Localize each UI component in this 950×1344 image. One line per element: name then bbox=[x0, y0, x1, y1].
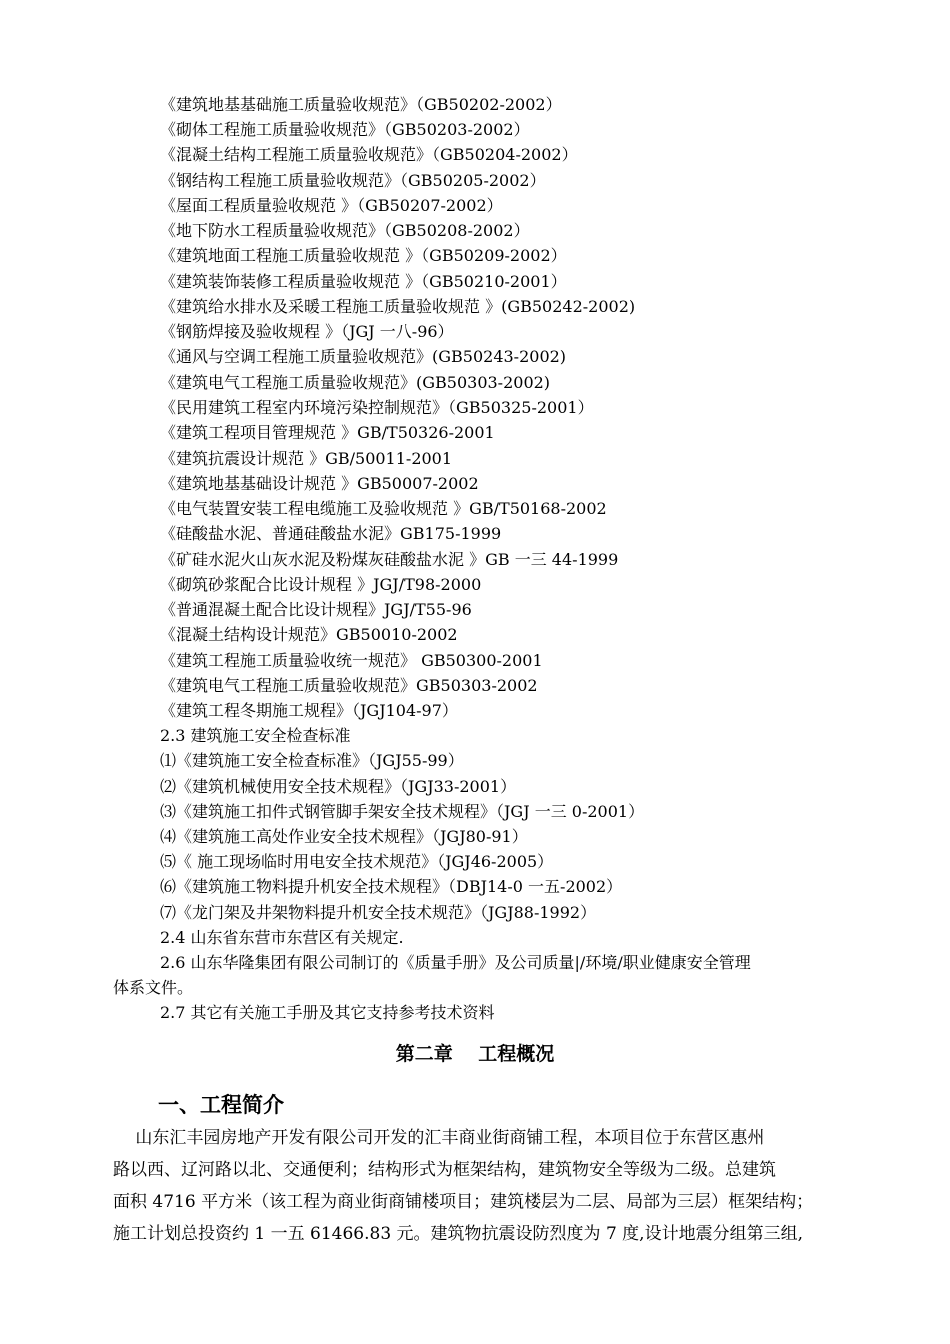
intro-paragraph-line: 施工计划总投资约 1 一五 61466.83 元。建筑物抗震设防烈度为 7 度,设计地震分组第三组, bbox=[113, 1224, 803, 1244]
section-title: 一、工程简介 bbox=[158, 1093, 284, 1117]
safety-item: ⑺《龙门架及井架物料提升机安全技术规范》（JGJ88-1992） bbox=[160, 903, 597, 922]
item-2-7: 2.7 其它有关施工手册及其它支持参考技术资料 bbox=[160, 1003, 495, 1022]
standard-item: 《混凝土结构设计规范》GB50010-2002 bbox=[160, 625, 458, 644]
standard-item: 《建筑给水排水及采暖工程施工质量验收规范 》(GB50242-2002) bbox=[160, 297, 636, 316]
standard-item: 《民用建筑工程室内环境污染控制规范》（GB50325-2001） bbox=[160, 398, 594, 417]
safety-heading: 2.3 建筑施工安全检查标准 bbox=[160, 726, 351, 745]
standard-item: 《建筑工程冬期施工规程》（JGJ104-97） bbox=[160, 701, 458, 720]
safety-item: ⑹《建筑施工物料提升机安全技术规程》（DBJ14-0 一五-2002） bbox=[160, 877, 623, 896]
standard-item: 《建筑电气工程施工质量验收规范》(GB50303-2002) bbox=[160, 373, 551, 392]
safety-item: ⑶《建筑施工扣件式钢管脚手架安全技术规程》（JGJ 一三 0-2001） bbox=[160, 802, 645, 821]
standard-item: 《建筑工程施工质量验收统一规范》 GB50300-2001 bbox=[160, 651, 543, 670]
safety-item: ⑷《建筑施工高处作业安全技术规程》（JGJ80-91） bbox=[160, 827, 528, 846]
standard-item: 《钢筋焊接及验收规程 》（JGJ 一八-96） bbox=[160, 322, 454, 341]
safety-item: ⑸《 施工现场临时用电安全技术规范》（JGJ46-2005） bbox=[160, 852, 554, 871]
standard-item: 《钢结构工程施工质量验收规范》（GB50205-2002） bbox=[160, 171, 546, 190]
safety-item: ⑵《建筑机械使用安全技术规程》（JGJ33-2001） bbox=[160, 777, 517, 796]
intro-paragraph-line: 山东汇丰园房地产开发有限公司开发的汇丰商业街商铺工程，本项目位于东营区惠州 bbox=[113, 1128, 765, 1148]
standard-item: 《硅酸盐水泥、普通硅酸盐水泥》GB175-1999 bbox=[160, 524, 502, 543]
standard-item: 《建筑抗震设计规范 》GB/50011-2001 bbox=[160, 449, 453, 468]
standard-item: 《电气装置安装工程电缆施工及验收规范 》GB/T50168-2002 bbox=[160, 499, 607, 518]
standard-item: 《建筑电气工程施工质量验收规范》GB50303-2002 bbox=[160, 676, 538, 695]
item-2-6: 2.6 山东华隆集团有限公司制订的《质量手册》及公司质量|/环境/职业健康安全管理 bbox=[160, 953, 751, 972]
safety-item: ⑴《建筑施工安全检查标准》（JGJ55-99） bbox=[160, 751, 464, 770]
chapter-title: 第二章 工程概况 bbox=[395, 1043, 555, 1065]
item-2-6-continuation: 体系文件。 bbox=[113, 978, 194, 997]
standard-item: 《混凝土结构工程施工质量验收规范》（GB50204-2002） bbox=[160, 145, 578, 164]
item-2-4: 2.4 山东省东营市东营区有关规定. bbox=[160, 928, 404, 947]
standard-item: 《砌筑砂浆配合比设计规程 》JGJ/T98-2000 bbox=[160, 575, 482, 594]
standard-item: 《建筑地基基础设计规范 》GB50007-2002 bbox=[160, 474, 479, 493]
standard-item: 《地下防水工程质量验收规范》（GB50208-2002） bbox=[160, 221, 530, 240]
standard-item: 《通风与空调工程施工质量验收规范》(GB50243-2002) bbox=[160, 347, 567, 366]
standard-item: 《屋面工程质量验收规范 》（GB50207-2002） bbox=[160, 196, 503, 215]
standard-item: 《矿硅水泥火山灰水泥及粉煤灰硅酸盐水泥 》GB 一三 44-1999 bbox=[160, 550, 619, 569]
intro-paragraph-line: 面积 4716 平方米（该工程为商业街商铺楼项目；建筑楼层为二层、局部为三层）框架结构； bbox=[113, 1192, 814, 1212]
standard-item: 《砌体工程施工质量验收规范》（GB50203-2002） bbox=[160, 120, 530, 139]
standard-item: 《建筑工程项目管理规范 》GB/T50326-2001 bbox=[160, 423, 495, 442]
standard-item: 《建筑地面工程施工质量验收规范 》（GB50209-2002） bbox=[160, 246, 567, 265]
standard-item: 《建筑装饰装修工程质量验收规范 》（GB50210-2001） bbox=[160, 272, 567, 291]
intro-paragraph-line: 路以西、辽河路以北、交通便利；结构形式为框架结构，建筑物安全等级为二级。总建筑 bbox=[113, 1160, 776, 1180]
standard-item: 《普通混凝土配合比设计规程》JGJ/T55-96 bbox=[160, 600, 472, 619]
standard-item: 《建筑地基基础施工质量验收规范》（GB50202-2002） bbox=[160, 95, 562, 114]
